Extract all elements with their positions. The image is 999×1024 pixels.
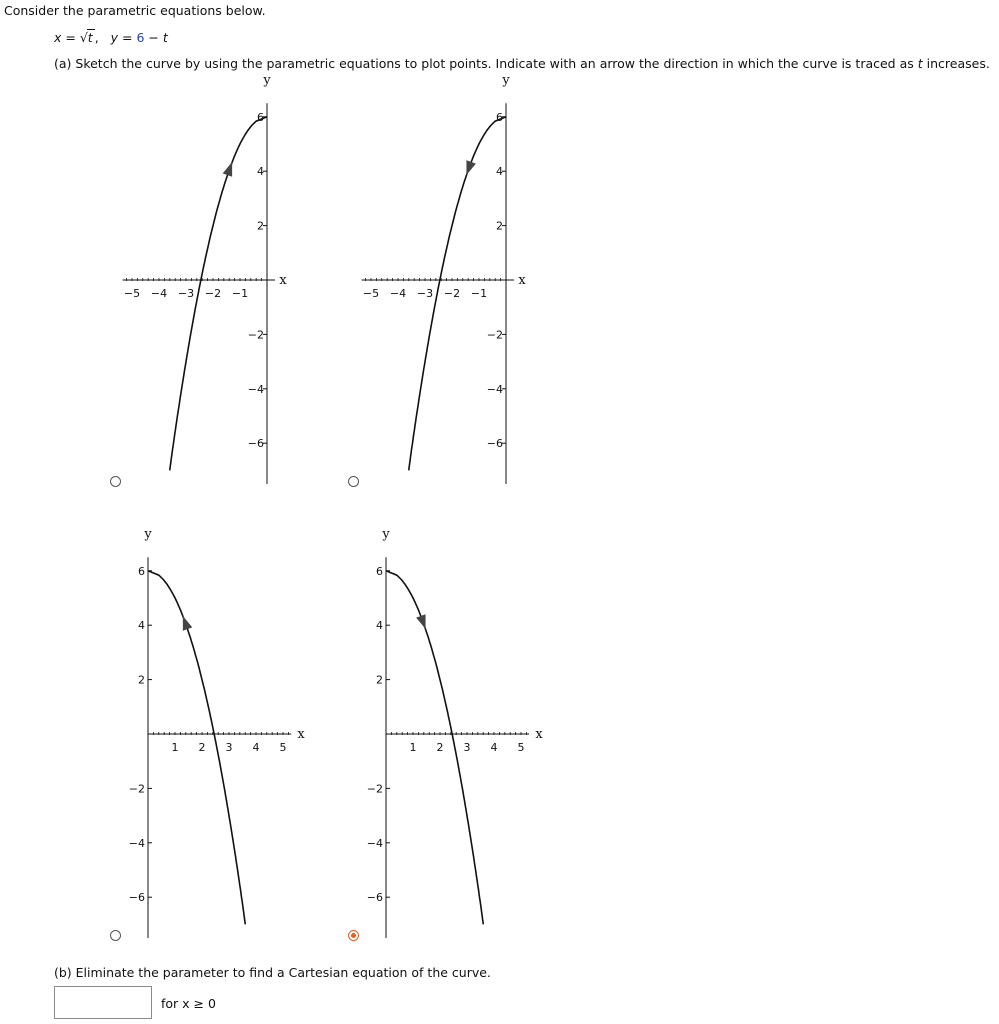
- y-axis-label: y: [144, 527, 152, 543]
- cartesian-equation-input[interactable]: [54, 986, 152, 1019]
- part-a-var: t: [917, 56, 923, 71]
- y-tick-label: −6: [486, 437, 503, 451]
- y-tick-label: 2: [138, 673, 145, 687]
- x-tick-label: −5: [362, 287, 380, 300]
- eq-y-var: y: [110, 30, 119, 45]
- y-tick-label: −4: [366, 836, 383, 850]
- part-b-instructions: (b) Eliminate the parameter to find a Cartesian equation of the curve.: [54, 965, 491, 980]
- x-tick-label: −2: [443, 287, 461, 300]
- y-tick-label: 6: [138, 564, 145, 578]
- direction-arrow: [416, 614, 425, 629]
- eq-radicand: t: [87, 30, 93, 45]
- y-tick-label: −6: [366, 891, 383, 905]
- radio-option-a[interactable]: [110, 476, 121, 487]
- x-axis-label: x: [518, 273, 526, 288]
- y-tick-label: −4: [128, 836, 145, 850]
- y-tick-label: −2: [366, 782, 383, 796]
- x-tick-label: −2: [204, 287, 222, 300]
- radio-option-d[interactable]: [348, 930, 359, 941]
- x-tick-label: −1: [231, 287, 249, 300]
- x-axis-label: x: [279, 273, 287, 288]
- y-axis-label: y: [382, 527, 390, 543]
- radio-option-b[interactable]: [348, 476, 359, 487]
- x-tick-label: 2: [198, 741, 206, 754]
- x-tick-label: −1: [470, 287, 488, 300]
- y-tick-label: −2: [128, 782, 145, 796]
- x-axis-label: x: [535, 727, 543, 742]
- y-tick-label: −6: [247, 437, 264, 451]
- y-tick-label: 2: [376, 673, 383, 687]
- part-a-prefix: (a) Sketch the curve by using the parametric equations to plot points. Indicate with an arrow the direction in which the curve is traced as: [54, 56, 918, 71]
- y-tick-label: −4: [486, 382, 503, 396]
- eq-equals: =: [61, 30, 80, 45]
- y-tick-label: 2: [257, 219, 264, 233]
- eq-x-var: x: [54, 30, 62, 45]
- x-tick-label: 3: [463, 741, 471, 754]
- radio-option-c[interactable]: [110, 930, 121, 941]
- question-intro: Consider the parametric equations below.: [4, 3, 266, 18]
- x-tick-label: −4: [150, 287, 168, 300]
- part-a-suffix: increases.: [922, 56, 990, 71]
- x-tick-label: 3: [225, 741, 233, 754]
- eq-separator: ,: [94, 30, 99, 45]
- x-tick-label: −3: [416, 287, 434, 300]
- y-tick-label: −2: [486, 328, 503, 342]
- y-axis-label: y: [502, 73, 510, 89]
- y-tick-label: −6: [128, 891, 145, 905]
- x-tick-label: −3: [177, 287, 195, 300]
- x-tick-label: −4: [389, 287, 407, 300]
- y-tick-label: 4: [257, 165, 264, 179]
- x-axis-label: x: [297, 727, 305, 742]
- y-tick-label: −2: [247, 328, 264, 342]
- domain-constraint: for x ≥ 0: [161, 996, 216, 1011]
- y-tick-label: 6: [376, 564, 383, 578]
- x-tick-label: 1: [409, 741, 417, 754]
- x-tick-label: 4: [252, 741, 260, 754]
- y-tick-label: 4: [376, 619, 383, 633]
- eq-equals-2: =: [118, 30, 137, 45]
- x-tick-label: 5: [517, 741, 525, 754]
- y-tick-label: −4: [247, 382, 264, 396]
- y-tick-label: 4: [496, 165, 503, 179]
- x-tick-label: 4: [490, 741, 498, 754]
- y-tick-label: 2: [496, 219, 503, 233]
- x-tick-label: −5: [123, 287, 141, 300]
- x-tick-label: 2: [436, 741, 444, 754]
- eq-minus: −: [144, 30, 163, 45]
- y-tick-label: 6: [257, 110, 264, 124]
- eq-y-constant: 6: [136, 30, 145, 45]
- x-tick-label: 5: [279, 741, 287, 754]
- y-axis-label: y: [263, 73, 271, 89]
- y-tick-label: 4: [138, 619, 145, 633]
- sqrt-symbol: √: [79, 30, 88, 45]
- y-tick-label: 6: [496, 110, 503, 124]
- eq-y-t-var: t: [162, 30, 168, 45]
- x-tick-label: 1: [171, 741, 179, 754]
